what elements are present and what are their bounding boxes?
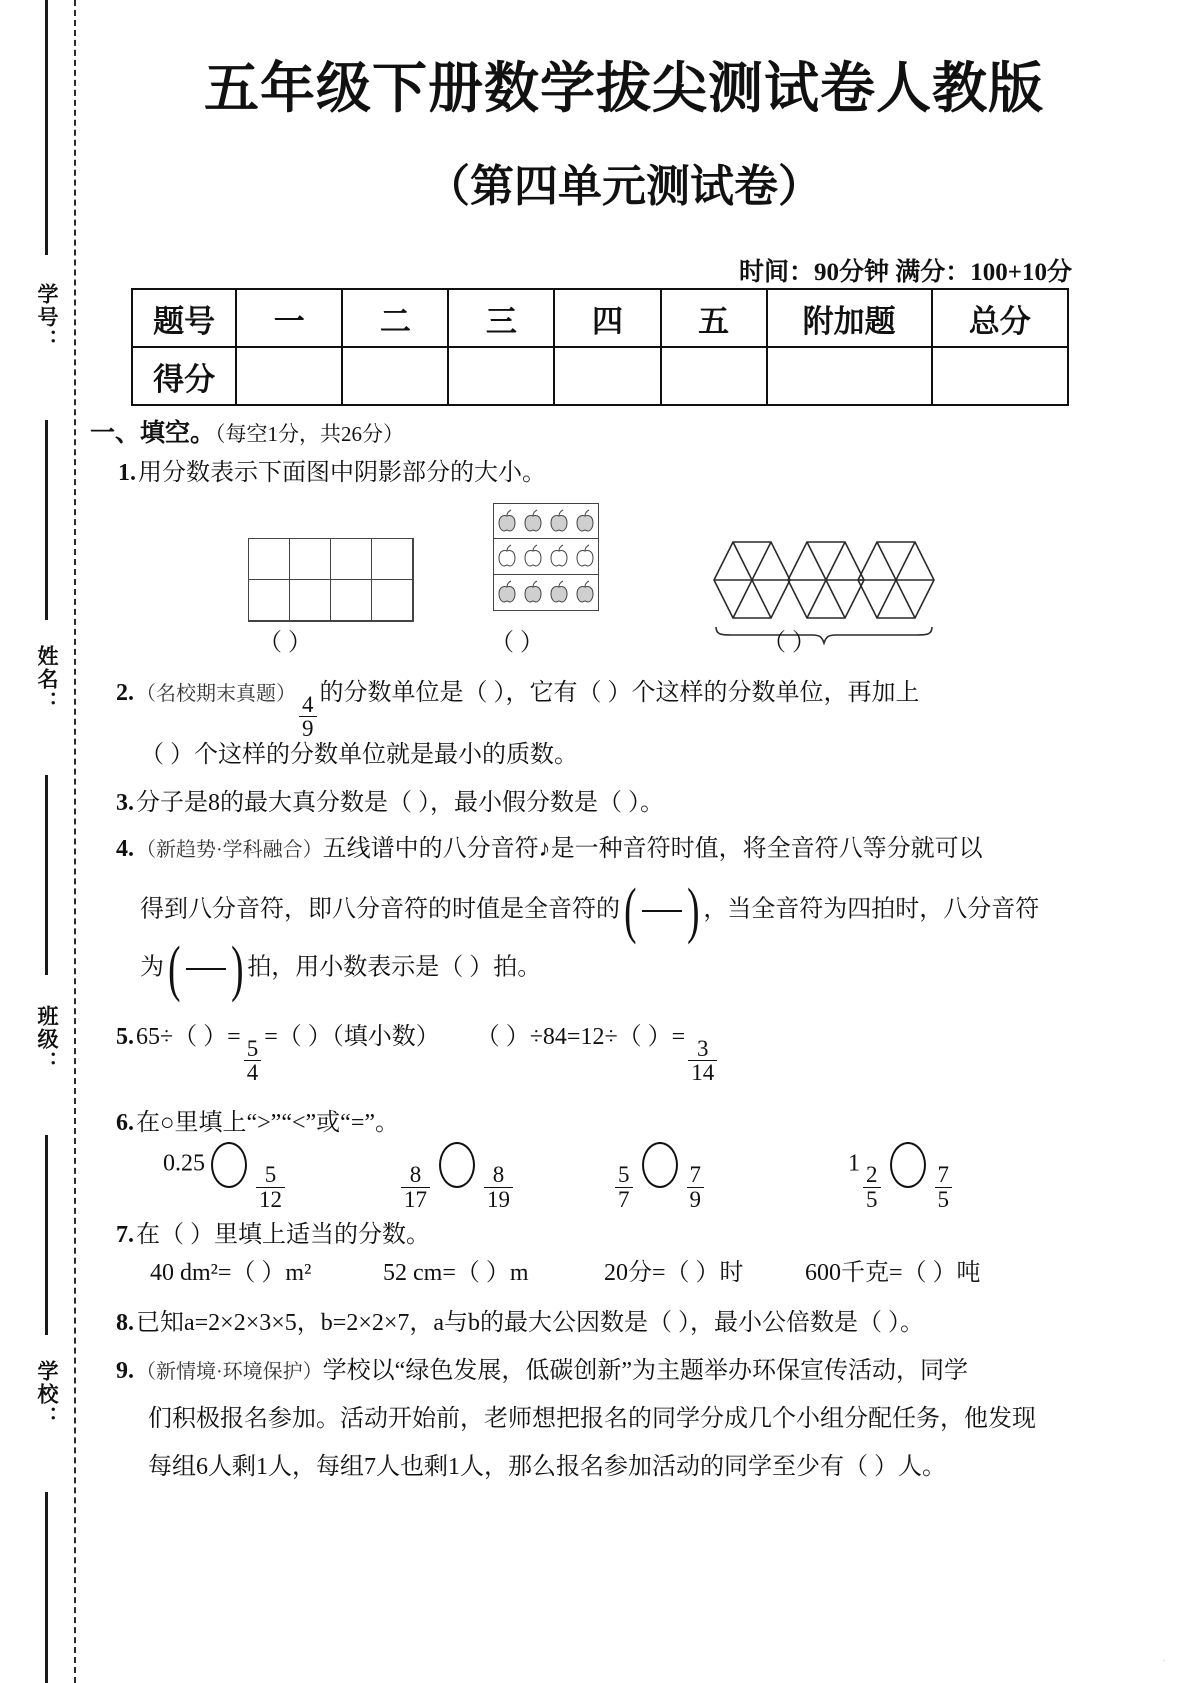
fraction-8-19 bbox=[484, 1163, 513, 1211]
question-4-text-1b: 是一种音符时值，将全音符八等分就可以 bbox=[550, 836, 983, 862]
question-2-line-1 bbox=[116, 678, 920, 741]
fraction-numerator: 5 bbox=[618, 1162, 630, 1188]
fraction-numerator: 7 bbox=[937, 1162, 949, 1188]
fraction-4-9 bbox=[299, 693, 317, 741]
rail-label-student-id: 学号： bbox=[35, 283, 59, 352]
grid-cell bbox=[372, 580, 413, 621]
apple-icon bbox=[575, 580, 595, 604]
fraction-numerator: 3 bbox=[696, 1035, 709, 1061]
question-9-text-1: 学校以“绿色发展，低碳创新”为主题举办环保宣传活动，同学 bbox=[322, 1358, 968, 1384]
question-4-line-1 bbox=[116, 834, 983, 864]
q6-comparison-2[interactable] bbox=[398, 1142, 516, 1211]
question-8-number: 8. bbox=[116, 1310, 134, 1336]
score-col-4: 四 bbox=[554, 289, 660, 347]
apple-icon bbox=[523, 544, 543, 568]
grid-cell bbox=[372, 539, 413, 580]
apple-icon bbox=[549, 509, 569, 533]
score-row-label-1: 得分 bbox=[132, 347, 236, 405]
figure-grid-4x2 bbox=[248, 538, 414, 622]
question-4-tag: （新趋势·学科融合） bbox=[136, 839, 323, 861]
fraction-5-12 bbox=[256, 1163, 285, 1211]
brace-icon bbox=[712, 625, 937, 645]
fraction-bar bbox=[642, 910, 682, 912]
q6-comparison-4[interactable] bbox=[848, 1142, 955, 1211]
section-one-heading bbox=[90, 413, 404, 449]
rail-segment-4 bbox=[45, 1135, 48, 1335]
question-8 bbox=[116, 1308, 924, 1338]
score-cell-2[interactable] bbox=[342, 347, 448, 405]
page-subtitle: （第四单元测试卷） bbox=[426, 161, 822, 212]
fraction-denominator: 9 bbox=[299, 716, 317, 740]
fraction-denominator: 14 bbox=[688, 1060, 717, 1084]
question-3 bbox=[116, 788, 664, 818]
apple-icon bbox=[497, 509, 517, 533]
q4-blank-fraction-2[interactable] bbox=[164, 935, 247, 1003]
apple-icon bbox=[549, 544, 569, 568]
question-4-text-1a: 五线谱中的八分音符 bbox=[322, 836, 539, 862]
question-9-tag: （新情境·环境保护） bbox=[136, 1361, 323, 1383]
grid-cell bbox=[331, 539, 372, 580]
question-4-number: 4. bbox=[116, 836, 134, 862]
rail-label-class: 班级： bbox=[35, 1005, 59, 1074]
fraction-numerator: 5 bbox=[246, 1035, 259, 1061]
score-col-bonus: 附加题 bbox=[767, 289, 932, 347]
apple-icon bbox=[497, 580, 517, 604]
rail-segment-2 bbox=[45, 420, 48, 620]
fraction-denominator: 5 bbox=[935, 1187, 953, 1211]
score-col-2: 二 bbox=[342, 289, 448, 347]
question-4-line-3 bbox=[140, 935, 542, 1003]
score-cell-5[interactable] bbox=[661, 347, 767, 405]
figure-apple-box bbox=[493, 503, 599, 611]
page-title: 五年级下册数学拔尖测试卷人教版 bbox=[203, 55, 1044, 120]
fraction-denominator: 12 bbox=[256, 1187, 285, 1211]
question-7-number: 7. bbox=[116, 1222, 134, 1248]
question-4-text-2b: ，当全音符为四拍时，八分音符 bbox=[703, 896, 1040, 923]
apple-icon bbox=[575, 544, 595, 568]
score-cell-1[interactable] bbox=[236, 347, 342, 405]
fraction-numerator: 8 bbox=[492, 1162, 505, 1188]
score-col-1: 一 bbox=[236, 289, 342, 347]
fraction-numerator: 5 bbox=[264, 1162, 277, 1188]
fraction-3-14 bbox=[688, 1037, 717, 1085]
apple-icon bbox=[575, 509, 595, 533]
fraction-numerator: 2 bbox=[866, 1162, 878, 1188]
comparison-circle[interactable] bbox=[211, 1142, 247, 1188]
q7-conversion-4[interactable]: 600千克=（ ）吨 bbox=[805, 1260, 981, 1286]
fraction-5-4 bbox=[244, 1037, 262, 1085]
right-paren: ) bbox=[686, 877, 700, 945]
grid-cell bbox=[290, 539, 331, 580]
left-paren: ( bbox=[168, 935, 181, 1003]
eighth-note-icon: ♪ bbox=[538, 836, 551, 862]
rail-segment-1 bbox=[45, 0, 48, 255]
q1-answer-slot-2[interactable]: （ ） bbox=[490, 630, 544, 656]
figure-hexagons bbox=[712, 540, 937, 645]
rail-segment-3 bbox=[45, 775, 48, 975]
q6-comparison-1[interactable] bbox=[163, 1142, 288, 1211]
question-1 bbox=[118, 458, 546, 488]
fraction-bar bbox=[186, 968, 226, 970]
mixed-whole-part: 1 bbox=[848, 1150, 860, 1177]
score-cell-bonus[interactable] bbox=[767, 347, 932, 405]
comparison-circle[interactable] bbox=[890, 1142, 926, 1188]
question-7 bbox=[116, 1220, 430, 1250]
score-table bbox=[131, 288, 1069, 406]
score-col-3: 三 bbox=[448, 289, 554, 347]
question-3-text: 分子是8的最大真分数是（ ），最小假分数是（ ）。 bbox=[136, 790, 664, 816]
apple-icon bbox=[523, 580, 543, 604]
grid-cell bbox=[249, 539, 290, 580]
rail-segment-5 bbox=[45, 1492, 48, 1683]
fraction-denominator: 7 bbox=[615, 1187, 633, 1211]
question-6-number: 6. bbox=[116, 1110, 134, 1136]
apple-icon bbox=[549, 580, 569, 604]
question-4-text-2a: 得到八分音符，即八分音符的时值是全音符的 bbox=[140, 896, 620, 923]
q7-conversion-2[interactable]: 52 cm=（ ）m bbox=[383, 1260, 529, 1286]
q1-answer-slot-1[interactable]: （ ） bbox=[258, 630, 312, 656]
question-6 bbox=[116, 1108, 399, 1138]
apple-row-shaded bbox=[494, 575, 598, 610]
score-cell-4[interactable] bbox=[554, 347, 660, 405]
apple-icon bbox=[497, 544, 517, 568]
fraction-5-7 bbox=[615, 1163, 633, 1211]
question-9-line-1 bbox=[116, 1356, 968, 1386]
left-paren: ( bbox=[624, 877, 637, 945]
question-9-line-3: 每组6人剩1人，每组7人也剩1人，那么报名参加活动的同学至少有（ ）人。 bbox=[148, 1454, 946, 1480]
question-2-tag: （名校期末真题） bbox=[136, 683, 296, 705]
binding-dashed-line bbox=[74, 0, 76, 1683]
hexagon-group-icon bbox=[712, 540, 937, 622]
comparison-circle[interactable] bbox=[439, 1142, 475, 1188]
question-2-text-1: 的分数单位是（ ），它有（ ）个这样的分数单位，再加上 bbox=[319, 680, 920, 706]
exam-meta: 时间：90分钟 满分：100+10分 bbox=[739, 259, 1072, 286]
score-col-total: 总分 bbox=[932, 289, 1068, 347]
question-5-text-a: 65÷（ ）= bbox=[136, 1024, 241, 1050]
q1-answer-slot-3[interactable]: （ ） bbox=[762, 630, 816, 656]
q6-left-value-1: 0.25 bbox=[163, 1150, 205, 1177]
comparison-circle[interactable] bbox=[642, 1142, 678, 1188]
question-3-number: 3. bbox=[116, 790, 134, 816]
grid-cell bbox=[290, 580, 331, 621]
score-cell-total[interactable] bbox=[932, 347, 1068, 405]
fraction-numerator: 4 bbox=[302, 691, 314, 717]
q6-comparison-3[interactable] bbox=[612, 1142, 707, 1211]
question-4-text-3a: 为 bbox=[140, 954, 164, 981]
fraction-denominator: 4 bbox=[244, 1060, 262, 1084]
fraction-numerator: 7 bbox=[689, 1162, 701, 1188]
question-1-number: 1. bbox=[118, 460, 136, 486]
section-one-label: 一、填空。 bbox=[90, 420, 216, 447]
rail-label-school: 学校： bbox=[35, 1360, 59, 1429]
score-cell-3[interactable] bbox=[448, 347, 554, 405]
fraction-7-9 bbox=[687, 1163, 705, 1211]
question-7-text: 在（ ）里填上适当的分数。 bbox=[136, 1222, 430, 1248]
fraction-8-17 bbox=[401, 1163, 430, 1211]
fraction-2-5 bbox=[863, 1163, 881, 1211]
fraction-denominator: 9 bbox=[687, 1187, 705, 1211]
question-4-text-3b: 拍，用小数表示是（ ）拍。 bbox=[247, 954, 542, 981]
student-info-rail bbox=[0, 0, 74, 1683]
question-2-line-2: （ ）个这样的分数单位就是最小的质数。 bbox=[140, 742, 578, 768]
score-col-5: 五 bbox=[661, 289, 767, 347]
fraction-7-5 bbox=[935, 1163, 953, 1211]
apple-icon bbox=[523, 509, 543, 533]
apple-row-shaded bbox=[494, 504, 598, 539]
grid-cell bbox=[249, 580, 290, 621]
fraction-denominator: 5 bbox=[863, 1187, 881, 1211]
fraction-denominator: 19 bbox=[484, 1187, 513, 1211]
question-9-number: 9. bbox=[116, 1358, 134, 1384]
q7-conversion-1[interactable]: 40 dm²=（ ）m² bbox=[150, 1260, 312, 1286]
watermark: · bbox=[1161, 1653, 1168, 1668]
question-2-number: 2. bbox=[116, 680, 134, 706]
fraction-numerator: 8 bbox=[409, 1162, 422, 1188]
question-5-text-c: （ ）÷84=12÷（ ）= bbox=[475, 1024, 686, 1050]
q4-blank-fraction-1[interactable] bbox=[620, 877, 703, 945]
question-5-number: 5. bbox=[116, 1024, 134, 1050]
q7-conversion-3[interactable]: 20分=（ ）时 bbox=[604, 1260, 744, 1286]
question-5-text-b: =（ ）（填小数） bbox=[264, 1024, 440, 1050]
table-row-header bbox=[132, 289, 1068, 347]
score-row-label-0: 题号 bbox=[132, 289, 236, 347]
apple-row-blank bbox=[494, 539, 598, 574]
table-row-scores bbox=[132, 347, 1068, 405]
section-one-note: （每空1分，共26分） bbox=[215, 422, 405, 446]
question-1-text: 用分数表示下面图中阴影部分的大小。 bbox=[138, 460, 546, 486]
grid-cell bbox=[331, 580, 372, 621]
question-9-line-2: 们积极报名参加。活动开始前，老师想把报名的同学分成几个小组分配任务，他发现 bbox=[148, 1406, 1036, 1432]
question-6-text: 在○里填上“>”“<”或“=”。 bbox=[136, 1110, 400, 1136]
fraction-denominator: 17 bbox=[401, 1187, 430, 1211]
question-4-line-2 bbox=[140, 877, 1040, 945]
rail-label-name: 姓名： bbox=[35, 645, 59, 714]
right-paren: ) bbox=[230, 935, 244, 1003]
question-8-text: 已知a=2×2×3×5，b=2×2×7，a与b的最大公因数是（ ），最小公倍数是（ ）。 bbox=[136, 1310, 925, 1336]
question-5 bbox=[116, 1022, 720, 1085]
